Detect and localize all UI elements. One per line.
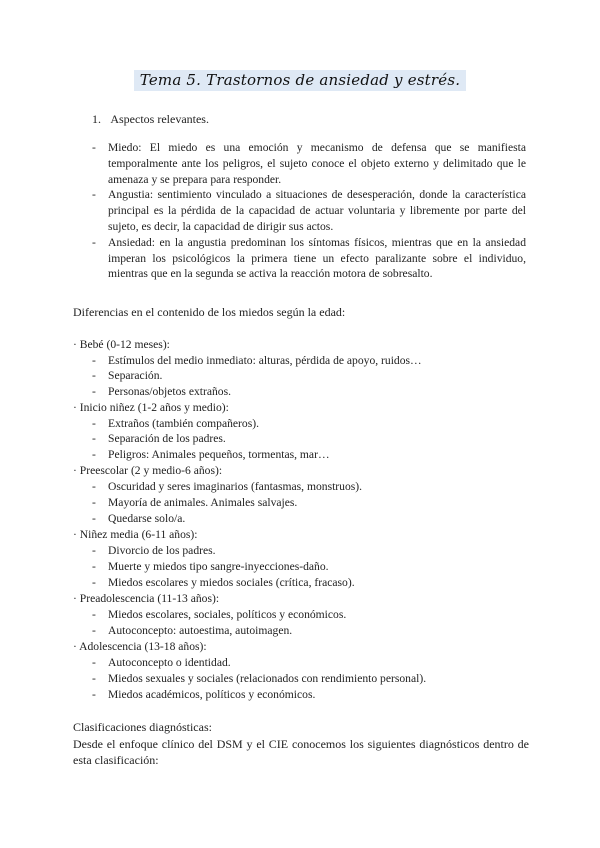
age-group-label: · Preadolescencia (11-13 años): [73, 592, 220, 605]
section-heading [92, 112, 209, 127]
age-group-label: · Adolescencia (13-18 años): [73, 640, 207, 653]
list-item: - Autoconcepto: autoestima, autoimagen. [92, 624, 293, 637]
list-item: - Personas/objetos extraños. [92, 385, 232, 398]
list-item: - Peligros: Animales pequeños, tormentas, mar… [92, 448, 330, 461]
list-item: - Miedos académicos, políticos y económicos. [92, 688, 316, 701]
definition-item [92, 187, 526, 234]
list-item: - Miedos escolares y miedos sociales (crítica, fracaso). [92, 576, 355, 589]
list-item: - Separación de los padres. [92, 432, 226, 445]
definitions-list [92, 140, 526, 282]
age-group-label: · Preescolar (2 y medio-6 años): [73, 464, 223, 477]
list-item: - Muerte y miedos tipo sangre-inyecciones-daño. [92, 560, 329, 573]
list-item: - Quedarse solo/a. [92, 512, 186, 525]
dash-bullet: - [92, 235, 96, 249]
classifications-heading: Clasificaciones diagnósticas: [73, 720, 212, 734]
definition-text: Angustia: sentimiento vinculado a situaciones de desesperación, donde la característica principal es la pérdida de la capacidad de actuar voluntaria y libremente por parte del sujeto, es decir, la capacidad de dirigir sus actos. [108, 188, 526, 233]
list-item: - Oscuridad y seres imaginarios (fantasmas, monstruos). [92, 480, 363, 493]
list-item: - Extraños (también compañeros). [92, 417, 259, 430]
list-item: - Estímulos del medio inmediato: alturas, pérdida de apoyo, ruidos… [92, 354, 422, 367]
age-group-label: · Bebé (0-12 meses): [73, 338, 170, 351]
list-item: - Miedos sexuales y sociales (relacionados con rendimiento personal). [92, 672, 427, 685]
section-label: Aspectos relevantes. [110, 112, 209, 126]
fears-intro: Diferencias en el contenido de los miedos según la edad: [73, 305, 346, 319]
definition-item [92, 235, 526, 282]
definition-text: Miedo: El miedo es una emoción y mecanismo de defensa que se manifiesta temporalmente ante los peligros, el sujeto conoce el objeto externo y delimitado que le amenaza y se prepara para responder. [108, 141, 526, 186]
dash-bullet: - [92, 188, 96, 202]
list-item: - Mayoría de animales. Animales salvajes. [92, 496, 298, 509]
dash-bullet: - [92, 141, 96, 154]
list-item: - Miedos escolares, sociales, políticos y económicos. [92, 608, 347, 621]
list-item: - Divorcio de los padres. [92, 544, 216, 557]
list-item: - Autoconcepto o identidad. [92, 656, 231, 669]
definition-item [92, 140, 526, 187]
age-group-label: · Inicio niñez (1-2 años y medio): [73, 401, 229, 414]
list-item: - Separación. [92, 369, 163, 382]
age-group-label: · Niñez media (6-11 años): [73, 528, 198, 541]
page-title: Tema 5. Trastornos de ansiedad y estrés. [134, 70, 466, 91]
section-number: 1. [92, 112, 101, 126]
definition-text: Ansiedad: en la angustia predominan los síntomas físicos, mientras que en la ansiedad imperan los psicológicos la primera tiene un efecto paralizante sobre el individuo, mientras que en la segunda se activa la reacción motora de sobresalto. [108, 235, 526, 281]
title-container [0, 70, 600, 91]
classifications-text: Desde el enfoque clínico del DSM y el CIE conocemos los siguientes diagnósticos dentro de esta clasificación: [73, 737, 529, 767]
